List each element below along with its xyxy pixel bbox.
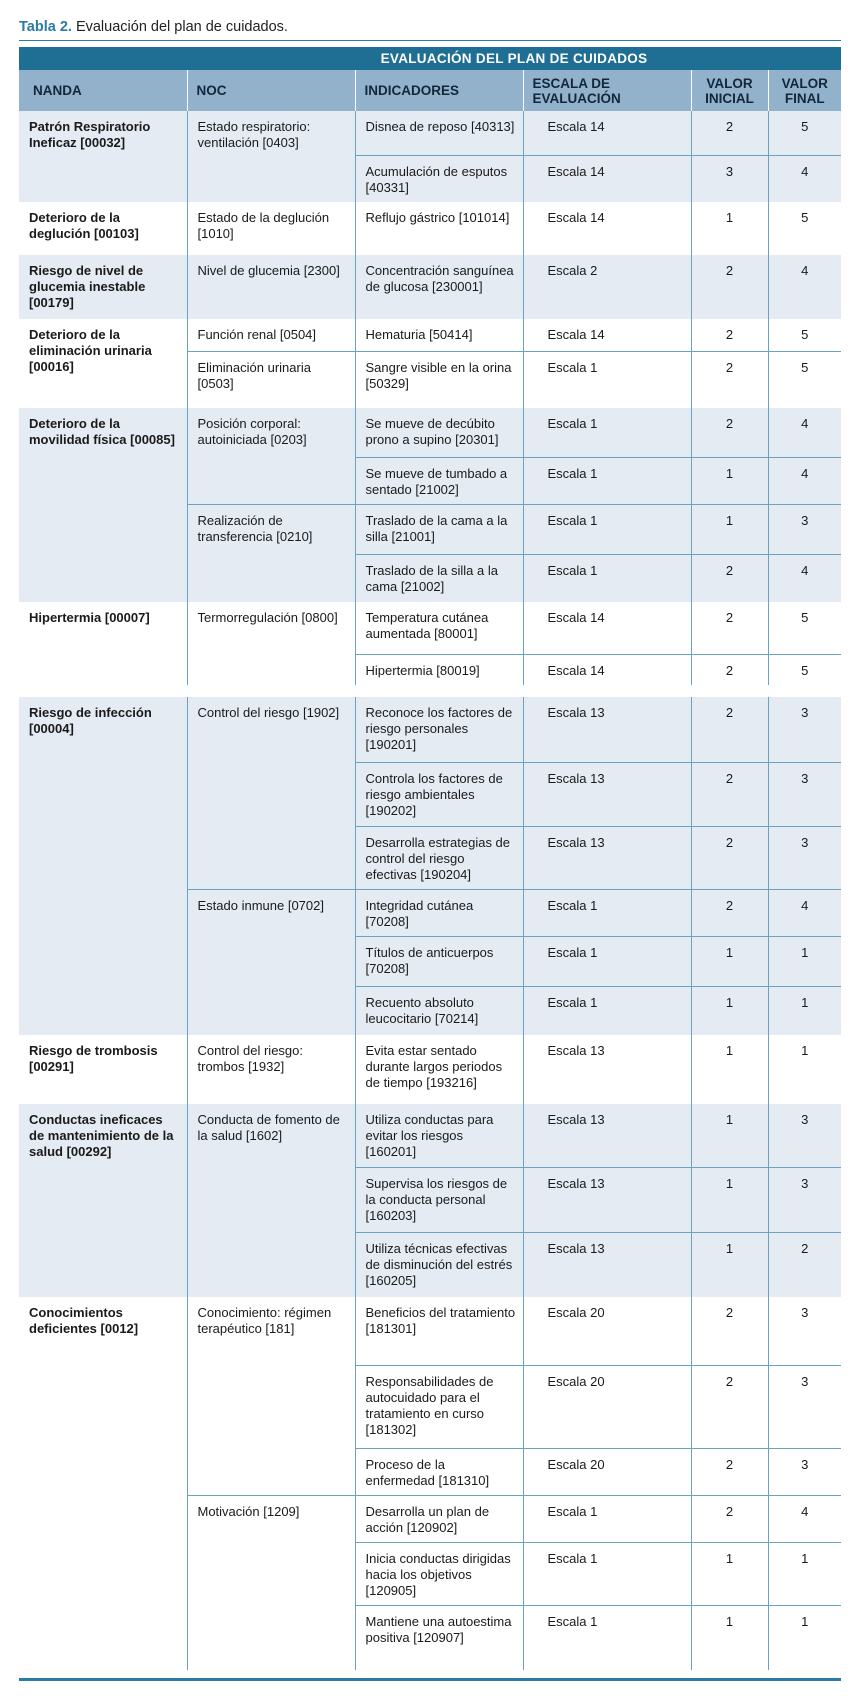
scale-cell: Escala 13 (523, 697, 691, 763)
indicator-cell: Mantiene una autoestima positiva [120907] (355, 1606, 523, 1670)
initial-value-cell: 1 (691, 1233, 768, 1297)
bottom-rule (19, 1678, 841, 1681)
final-value-cell: 3 (768, 1168, 841, 1233)
nanda-cell: Riesgo de nivel de glucemia inestable [00179] (29, 263, 146, 310)
final-value-cell: 4 (768, 408, 841, 457)
initial-value-cell: 2 (691, 1366, 768, 1449)
scale-cell: Escala 20 (523, 1449, 691, 1496)
nanda-cell: Conocimientos deficientes [0012] (19, 1297, 187, 1670)
final-value-cell: 3 (768, 1297, 841, 1366)
scale-cell: Escala 13 (523, 1168, 691, 1233)
final-value-cell: 5 (768, 319, 841, 351)
indicator-cell: Disnea de reposo [40313] (355, 111, 523, 155)
indicator-cell: Hematuria [50414] (355, 319, 523, 351)
indicator-cell: Se mueve de tumbado a sentado [21002] (355, 457, 523, 504)
nanda-cell: Patrón Respiratorio Ineficaz [00032] (19, 111, 187, 202)
scale-cell: Escala 14 (523, 155, 691, 202)
final-value-cell: 5 (768, 111, 841, 155)
indicator-cell: Supervisa los riesgos de la conducta personal [160203] (355, 1168, 523, 1233)
final-value-cell: 3 (768, 1104, 841, 1168)
section-gap (19, 685, 841, 697)
indicator-cell: Concentración sanguínea de glucosa [230001] (355, 255, 523, 319)
nanda-cell: Riesgo de infección [00004] (19, 697, 187, 1035)
indicator-cell: Responsabilidades de autocuidado para el tratamiento en curso [181302] (355, 1366, 523, 1449)
nanda-cell: Deterioro de la deglución [00103] (29, 210, 139, 241)
scale-cell: Escala 13 (523, 763, 691, 827)
indicator-cell: Integridad cutánea [70208] (355, 890, 523, 937)
noc-cell: Nivel de glucemia [2300] (187, 255, 355, 319)
final-value-cell: 3 (768, 504, 841, 554)
final-value-cell: 1 (768, 1035, 841, 1104)
initial-value-cell: 1 (691, 1104, 768, 1168)
indicator-cell: Se mueve de decúbito prono a supino [20301] (355, 408, 523, 457)
indicator-cell: Evita estar sentado durante largos periodos de tiempo [193216] (355, 1035, 523, 1104)
final-value-cell: 4 (768, 554, 841, 602)
noc-cell: Control del riesgo [1902] (187, 697, 355, 890)
initial-value-cell: 2 (691, 1297, 768, 1366)
indicator-cell: Temperatura cutánea aumentada [80001] (355, 602, 523, 654)
initial-value-cell: 1 (691, 937, 768, 987)
initial-value-cell: 2 (691, 351, 768, 408)
initial-value-cell: 2 (691, 111, 768, 155)
final-value-cell: 3 (768, 697, 841, 763)
nanda-cell: Deterioro de la eliminación urinaria [00016] (19, 319, 187, 408)
final-value-cell: 3 (768, 1449, 841, 1496)
indicator-cell: Controla los factores de riesgo ambientales [190202] (355, 763, 523, 827)
scale-cell: Escala 14 (523, 319, 691, 351)
final-value-cell: 2 (768, 1233, 841, 1297)
indicator-cell: Traslado de la silla a la cama [21002] (355, 554, 523, 602)
scale-cell: Escala 13 (523, 1104, 691, 1168)
initial-value-cell: 2 (691, 1449, 768, 1496)
scale-cell: Escala 14 (523, 602, 691, 654)
indicator-cell: Títulos de anticuerpos [70208] (355, 937, 523, 987)
noc-cell: Control del riesgo: trombos [1932] (187, 1035, 355, 1104)
nanda-cell: Conductas ineficaces de mantenimiento de la salud [00292] (19, 1104, 187, 1297)
scale-cell: Escala 20 (523, 1297, 691, 1366)
final-value-cell: 1 (768, 1606, 841, 1670)
initial-value-cell: 2 (691, 602, 768, 654)
band-spacer (19, 47, 187, 70)
indicator-cell: Reconoce los factores de riesgo personales [190201] (355, 697, 523, 763)
scale-cell: Escala 20 (523, 1366, 691, 1449)
initial-value-cell: 1 (691, 504, 768, 554)
final-value-cell: 1 (768, 1543, 841, 1606)
final-value-cell: 4 (768, 890, 841, 937)
indicator-cell: Utiliza técnicas efectivas de disminución del estrés [160205] (355, 1233, 523, 1297)
initial-value-cell: 2 (691, 827, 768, 890)
noc-cell: Función renal [0504] (187, 319, 355, 351)
initial-value-cell: 1 (691, 202, 768, 255)
indicator-cell: Recuento absoluto leucocitario [70214] (355, 987, 523, 1035)
initial-value-cell: 2 (691, 319, 768, 351)
initial-value-cell: 2 (691, 654, 768, 685)
col-header-valor-inicial: VALOR INICIAL (691, 70, 768, 111)
initial-value-cell: 2 (691, 697, 768, 763)
scale-cell: Escala 1 (523, 351, 691, 408)
noc-cell: Estado respiratorio: ventilación [0403] (187, 111, 355, 202)
initial-value-cell: 2 (691, 1496, 768, 1543)
final-value-cell: 4 (768, 457, 841, 504)
caption-label: Tabla 2. (19, 19, 72, 35)
noc-cell: Realización de transferencia [0210] (187, 504, 355, 602)
final-value-cell: 4 (768, 155, 841, 202)
initial-value-cell: 1 (691, 987, 768, 1035)
indicator-cell: Desarrolla un plan de acción [120902] (355, 1496, 523, 1543)
scale-cell: Escala 1 (523, 554, 691, 602)
nanda-cell: Hipertermia [00007] (19, 602, 187, 685)
scale-cell: Escala 1 (523, 457, 691, 504)
scale-cell: Escala 13 (523, 1035, 691, 1104)
col-header-escala: ESCALA DE EVALUACIÓN (523, 70, 691, 111)
scale-cell: Escala 1 (523, 987, 691, 1035)
table-band-title: EVALUACIÓN DEL PLAN DE CUIDADOS (187, 47, 841, 70)
final-value-cell: 5 (768, 202, 841, 255)
noc-cell: Conducta de fomento de la salud [1602] (187, 1104, 355, 1297)
final-value-cell: 5 (768, 654, 841, 685)
initial-value-cell: 2 (691, 890, 768, 937)
table-caption (19, 19, 288, 35)
final-value-cell: 1 (768, 937, 841, 987)
final-value-cell: 4 (768, 255, 841, 319)
final-value-cell: 5 (768, 602, 841, 654)
nanda-cell: Deterioro de la movilidad física [00085] (19, 408, 187, 602)
initial-value-cell: 2 (691, 408, 768, 457)
initial-value-cell: 1 (691, 1168, 768, 1233)
col-header-valor-final: VALOR FINAL (768, 70, 841, 111)
col-header-noc: NOC (187, 70, 355, 111)
col-header-nanda: NANDA (19, 70, 187, 111)
scale-cell: Escala 14 (523, 111, 691, 155)
initial-value-cell: 2 (691, 554, 768, 602)
scale-cell: Escala 1 (523, 937, 691, 987)
scale-cell: Escala 13 (523, 1233, 691, 1297)
indicator-cell: Sangre visible en la orina [50329] (355, 351, 523, 408)
final-value-cell: 5 (768, 351, 841, 408)
indicator-cell: Utiliza conductas para evitar los riesgos [160201] (355, 1104, 523, 1168)
top-rule (19, 40, 841, 41)
final-value-cell: 3 (768, 827, 841, 890)
initial-value-cell: 1 (691, 1543, 768, 1606)
nanda-cell: Riesgo de trombosis [00291] (29, 1042, 158, 1074)
scale-cell: Escala 13 (523, 827, 691, 890)
indicator-cell: Acumulación de esputos [40331] (355, 155, 523, 202)
care-plan-table (19, 47, 841, 1670)
indicator-cell: Traslado de la cama a la silla [21001] (355, 504, 523, 554)
indicator-cell: Proceso de la enfermedad [181310] (355, 1449, 523, 1496)
scale-cell: Escala 1 (523, 1543, 691, 1606)
initial-value-cell: 1 (691, 1606, 768, 1670)
noc-cell: Posición corporal: autoiniciada [0203] (187, 408, 355, 504)
indicator-cell: Hipertermia [80019] (355, 654, 523, 685)
noc-cell: Conocimiento: régimen terapéutico [181] (187, 1297, 355, 1496)
scale-cell: Escala 2 (523, 255, 691, 319)
scale-cell: Escala 1 (523, 1496, 691, 1543)
scale-cell: Escala 14 (523, 654, 691, 685)
noc-cell: Estado de la deglución [1010] (187, 202, 355, 255)
indicator-cell: Inicia conductas dirigidas hacia los objetivos [120905] (355, 1543, 523, 1606)
final-value-cell: 1 (768, 987, 841, 1035)
caption-text: Evaluación del plan de cuidados. (71, 19, 288, 35)
initial-value-cell: 2 (691, 255, 768, 319)
noc-cell: Motivación [1209] (187, 1496, 355, 1670)
final-value-cell: 3 (768, 1366, 841, 1449)
scale-cell: Escala 1 (523, 408, 691, 457)
scale-cell: Escala 14 (523, 202, 691, 255)
col-header-indicadores: INDICADORES (355, 70, 523, 111)
initial-value-cell: 2 (691, 763, 768, 827)
final-value-cell: 4 (768, 1496, 841, 1543)
scale-cell: Escala 1 (523, 890, 691, 937)
noc-cell: Termorregulación [0800] (187, 602, 355, 685)
scale-cell: Escala 1 (523, 504, 691, 554)
scale-cell: Escala 1 (523, 1606, 691, 1670)
indicator-cell: Beneficios del tratamiento [181301] (355, 1297, 523, 1366)
initial-value-cell: 3 (691, 155, 768, 202)
indicator-cell: Reflujo gástrico [101014] (355, 202, 523, 255)
final-value-cell: 3 (768, 763, 841, 827)
noc-cell: Estado inmune [0702] (187, 890, 355, 1035)
initial-value-cell: 1 (691, 1035, 768, 1104)
initial-value-cell: 1 (691, 457, 768, 504)
noc-cell: Eliminación urinaria [0503] (187, 351, 355, 408)
indicator-cell: Desarrolla estrategias de control del riesgo efectivas [190204] (355, 827, 523, 890)
